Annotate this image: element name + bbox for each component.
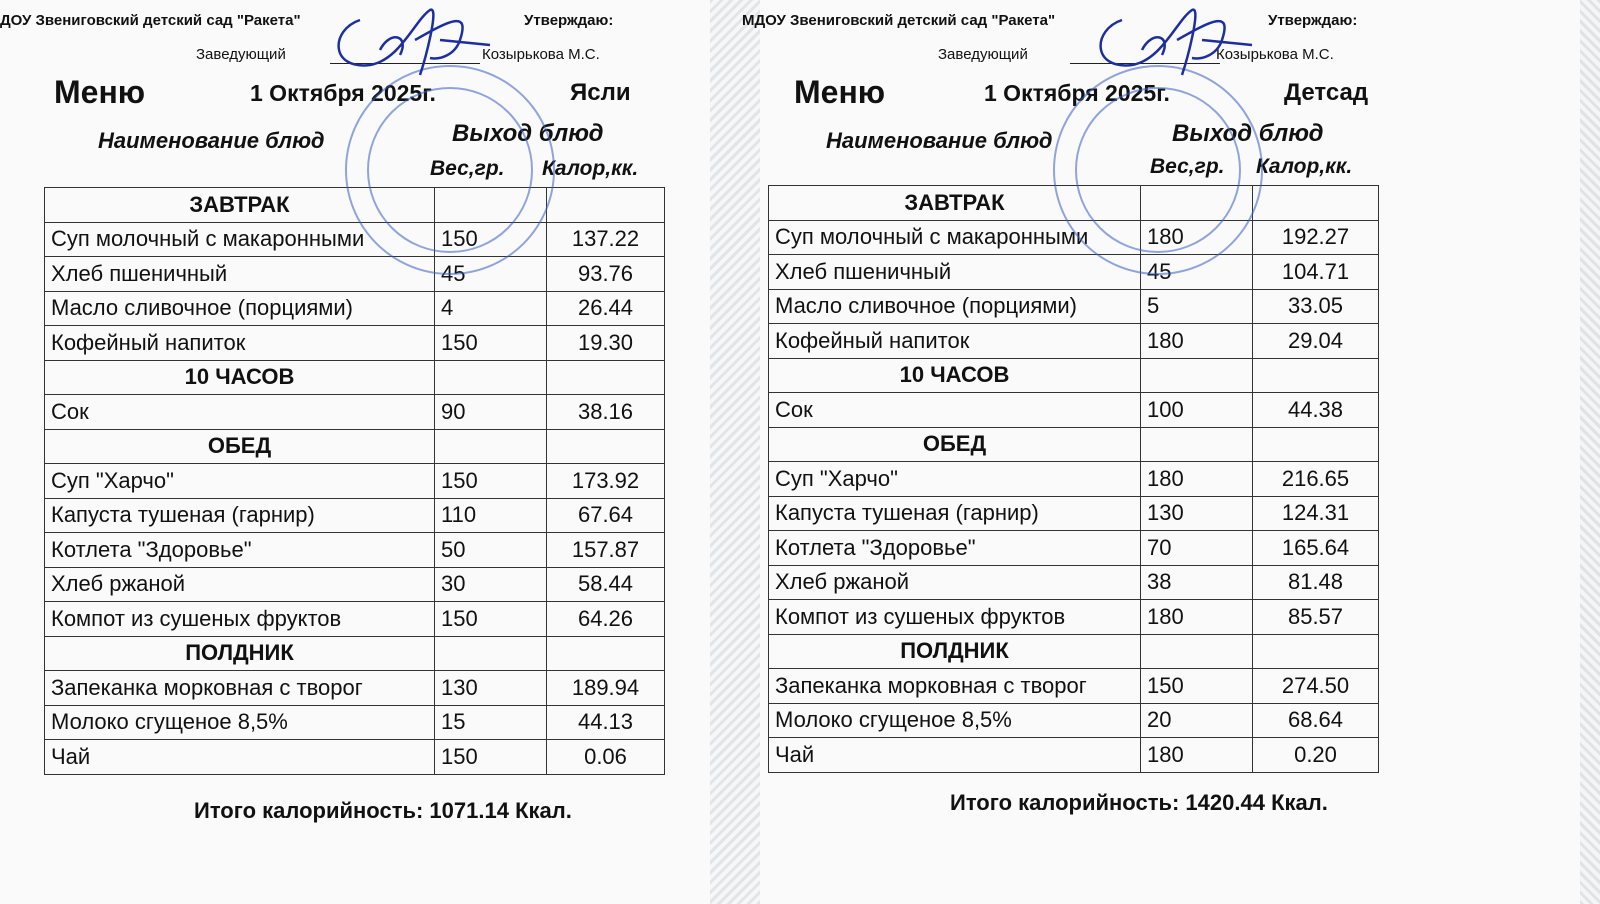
- dish-weight: 150: [1141, 669, 1253, 704]
- dish-kcal: 124.31: [1253, 496, 1379, 531]
- dish-name: Чай: [45, 740, 435, 775]
- total-calories: Итого калорийность: 1071.14 Ккал.: [194, 798, 572, 823]
- dish-row: [769, 289, 1379, 324]
- dish-row: [769, 324, 1379, 359]
- dish-kcal: 93.76: [547, 257, 665, 292]
- dish-weight: 45: [435, 257, 547, 292]
- dish-row: [45, 567, 665, 602]
- dish-name: Хлеб ржаной: [45, 567, 435, 602]
- dish-name: Хлеб ржаной: [769, 565, 1141, 600]
- dish-name: Запеканка морковная с творог: [45, 671, 435, 706]
- section-row: [45, 429, 665, 464]
- dish-name: Хлеб пшеничный: [769, 255, 1141, 290]
- dish-weight: 15: [435, 705, 547, 740]
- dish-kcal: 44.13: [547, 705, 665, 740]
- dish-name: Чай: [769, 738, 1141, 773]
- column-header-kcal: Калор,кк.: [542, 157, 639, 180]
- dish-kcal: 44.38: [1253, 393, 1379, 428]
- dish-row: [769, 393, 1379, 428]
- total-calories: Итого калорийность: 1420.44 Ккал.: [950, 790, 1328, 815]
- dish-weight: 130: [435, 671, 547, 706]
- section-row: [769, 358, 1379, 393]
- section-row: [45, 360, 665, 395]
- dish-row: [769, 565, 1379, 600]
- dish-name: Молоко сгущеное 8,5%: [45, 705, 435, 740]
- dish-weight: 4: [435, 291, 547, 326]
- dish-row: [769, 255, 1379, 290]
- dish-name: Масло сливочное (порциями): [45, 291, 435, 326]
- dish-row: [769, 600, 1379, 635]
- dish-weight: 100: [1141, 393, 1253, 428]
- empty-cell: [547, 636, 665, 671]
- dish-row: [45, 740, 665, 775]
- dish-weight: 150: [435, 222, 547, 257]
- signature-line: [330, 63, 480, 64]
- column-header-weight: Вес,гр.: [430, 157, 505, 180]
- dish-kcal: 19.30: [547, 326, 665, 361]
- dish-row: [45, 464, 665, 499]
- empty-cell: [1253, 427, 1379, 462]
- dish-kcal: 85.57: [1253, 600, 1379, 635]
- section-row: [769, 427, 1379, 462]
- dish-name: Кофейный напиток: [45, 326, 435, 361]
- org-name: МДОУ Звениговский детский сад "Ракета": [742, 12, 1056, 29]
- section-title: ЗАВТРАК: [45, 188, 435, 223]
- dish-name: Суп "Харчо": [45, 464, 435, 499]
- dish-kcal: 157.87: [547, 533, 665, 568]
- empty-cell: [1253, 186, 1379, 221]
- section-row: [45, 188, 665, 223]
- approve-label: Утверждаю:: [1268, 12, 1358, 29]
- dish-kcal: 216.65: [1253, 462, 1379, 497]
- menu-title: Меню: [794, 74, 886, 110]
- menu-table: [768, 185, 1379, 773]
- dish-name: Запеканка морковная с творог: [769, 669, 1141, 704]
- dish-row: [45, 705, 665, 740]
- dish-kcal: 26.44: [547, 291, 665, 326]
- dish-kcal: 274.50: [1253, 669, 1379, 704]
- dish-name: Капуста тушеная (гарнир): [45, 498, 435, 533]
- menu-group: Детсад: [1284, 79, 1369, 106]
- column-header-weight: Вес,гр.: [1150, 155, 1225, 178]
- dish-name: Котлета "Здоровье": [45, 533, 435, 568]
- dish-name: Капуста тушеная (гарнир): [769, 496, 1141, 531]
- section-title: ЗАВТРАК: [769, 186, 1141, 221]
- dish-kcal: 58.44: [547, 567, 665, 602]
- menu-table: [44, 187, 665, 775]
- org-name: ДОУ Звениговский детский сад "Ракета": [0, 12, 301, 29]
- section-title: ОБЕД: [45, 429, 435, 464]
- section-title: 10 ЧАСОВ: [45, 360, 435, 395]
- menu-date: 1 Октября 2025г.: [250, 80, 436, 106]
- approve-label: Утверждаю:: [524, 12, 614, 29]
- signature-line: [1070, 63, 1220, 64]
- dish-row: [45, 326, 665, 361]
- dish-kcal: 38.16: [547, 395, 665, 430]
- empty-cell: [547, 360, 665, 395]
- empty-cell: [1253, 634, 1379, 669]
- dish-row: [45, 498, 665, 533]
- dish-name: Суп "Харчо": [769, 462, 1141, 497]
- section-title: 10 ЧАСОВ: [769, 358, 1141, 393]
- dish-weight: 45: [1141, 255, 1253, 290]
- head-role: Заведующий: [938, 46, 1028, 63]
- section-row: [45, 636, 665, 671]
- dish-weight: 180: [1141, 324, 1253, 359]
- dish-kcal: 67.64: [547, 498, 665, 533]
- dish-name: Кофейный напиток: [769, 324, 1141, 359]
- section-row: [769, 634, 1379, 669]
- dish-name: Котлета "Здоровье": [769, 531, 1141, 566]
- empty-cell: [1141, 427, 1253, 462]
- dish-name: Сок: [45, 395, 435, 430]
- dish-weight: 38: [1141, 565, 1253, 600]
- dish-row: [45, 671, 665, 706]
- dish-row: [45, 395, 665, 430]
- head-role: Заведующий: [196, 46, 286, 63]
- empty-cell: [1141, 186, 1253, 221]
- dish-row: [769, 220, 1379, 255]
- dish-weight: 180: [1141, 462, 1253, 497]
- dish-name: Хлеб пшеничный: [45, 257, 435, 292]
- dish-weight: 130: [1141, 496, 1253, 531]
- dish-kcal: 29.04: [1253, 324, 1379, 359]
- dish-kcal: 0.20: [1253, 738, 1379, 773]
- column-header-output: Выход блюд: [1172, 120, 1324, 147]
- dish-name: Компот из сушеных фруктов: [45, 602, 435, 637]
- dish-weight: 180: [1141, 738, 1253, 773]
- head-name: Козырькова М.С.: [1216, 46, 1334, 63]
- empty-cell: [435, 429, 547, 464]
- dish-row: [45, 602, 665, 637]
- dish-weight: 50: [435, 533, 547, 568]
- dish-row: [769, 531, 1379, 566]
- dish-weight: 20: [1141, 703, 1253, 738]
- dish-kcal: 33.05: [1253, 289, 1379, 324]
- dish-row: [769, 703, 1379, 738]
- dish-weight: 110: [435, 498, 547, 533]
- dish-weight: 150: [435, 464, 547, 499]
- menu-title: Меню: [54, 74, 146, 110]
- dish-row: [45, 222, 665, 257]
- dish-weight: 90: [435, 395, 547, 430]
- menu-sheet-kindergarten: [742, 0, 1580, 904]
- dish-kcal: 173.92: [547, 464, 665, 499]
- empty-cell: [1253, 358, 1379, 393]
- section-title: ПОЛДНИК: [45, 636, 435, 671]
- empty-cell: [547, 429, 665, 464]
- empty-cell: [435, 360, 547, 395]
- dish-weight: 5: [1141, 289, 1253, 324]
- dish-name: Компот из сушеных фруктов: [769, 600, 1141, 635]
- section-title: ОБЕД: [769, 427, 1141, 462]
- empty-cell: [435, 188, 547, 223]
- dish-weight: 70: [1141, 531, 1253, 566]
- menu-group: Ясли: [570, 79, 631, 106]
- empty-cell: [547, 188, 665, 223]
- dish-row: [769, 669, 1379, 704]
- empty-cell: [1141, 634, 1253, 669]
- dish-kcal: 81.48: [1253, 565, 1379, 600]
- column-header-name: Наименование блюд: [826, 128, 1053, 153]
- menu-sheet-nursery: [0, 0, 710, 904]
- dish-kcal: 189.94: [547, 671, 665, 706]
- dish-weight: 180: [1141, 220, 1253, 255]
- column-header-name: Наименование блюд: [98, 128, 325, 153]
- dish-kcal: 0.06: [547, 740, 665, 775]
- dish-row: [45, 533, 665, 568]
- dish-kcal: 104.71: [1253, 255, 1379, 290]
- section-title: ПОЛДНИК: [769, 634, 1141, 669]
- empty-cell: [435, 636, 547, 671]
- dish-weight: 150: [435, 326, 547, 361]
- dish-weight: 150: [435, 740, 547, 775]
- dish-row: [45, 291, 665, 326]
- dish-name: Масло сливочное (порциями): [769, 289, 1141, 324]
- dish-name: Молоко сгущеное 8,5%: [769, 703, 1141, 738]
- dish-row: [769, 738, 1379, 773]
- column-header-kcal: Калор,кк.: [1256, 155, 1353, 178]
- dish-row: [769, 462, 1379, 497]
- dish-name: Сок: [769, 393, 1141, 428]
- dish-row: [769, 496, 1379, 531]
- dish-kcal: 64.26: [547, 602, 665, 637]
- dish-weight: 30: [435, 567, 547, 602]
- dish-weight: 150: [435, 602, 547, 637]
- dish-row: [45, 257, 665, 292]
- dish-name: Суп молочный с макаронными: [45, 222, 435, 257]
- empty-cell: [1141, 358, 1253, 393]
- column-header-output: Выход блюд: [452, 120, 604, 147]
- dish-kcal: 68.64: [1253, 703, 1379, 738]
- dish-name: Суп молочный с макаронными: [769, 220, 1141, 255]
- head-name: Козырькова М.С.: [482, 46, 600, 63]
- section-row: [769, 186, 1379, 221]
- dish-kcal: 137.22: [547, 222, 665, 257]
- dish-kcal: 165.64: [1253, 531, 1379, 566]
- menu-date: 1 Октября 2025г.: [984, 80, 1170, 106]
- dish-weight: 180: [1141, 600, 1253, 635]
- dish-kcal: 192.27: [1253, 220, 1379, 255]
